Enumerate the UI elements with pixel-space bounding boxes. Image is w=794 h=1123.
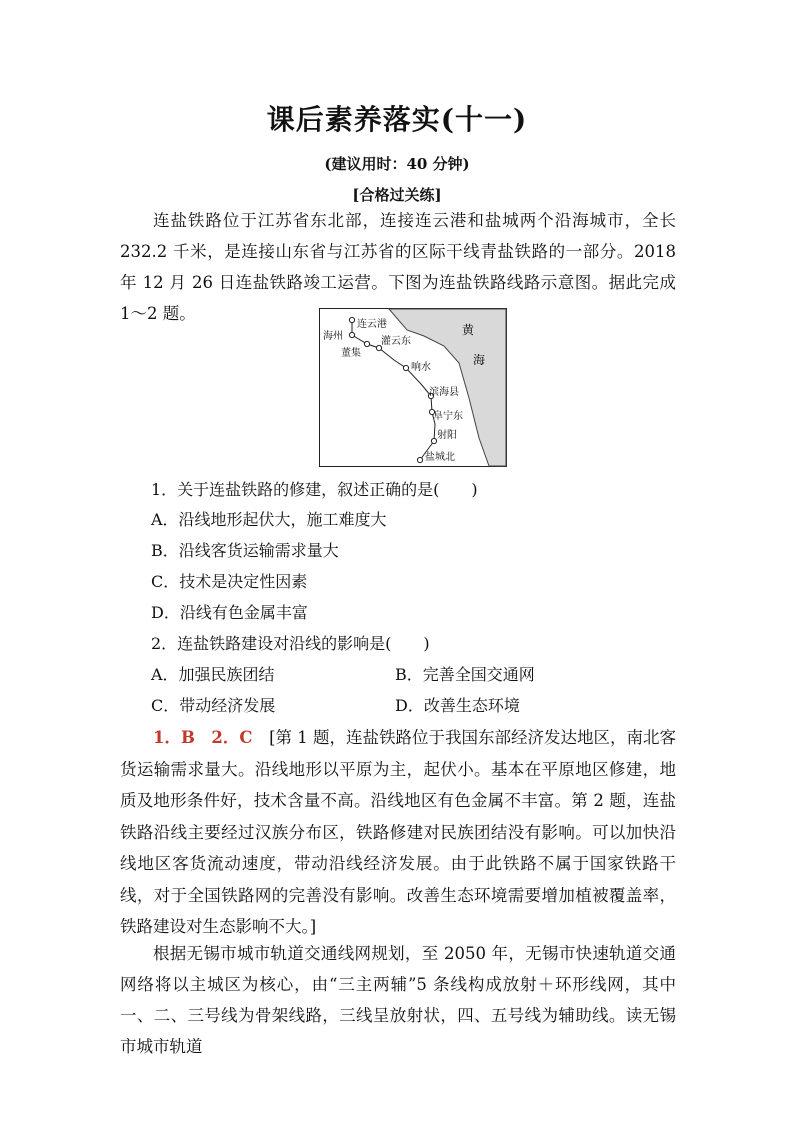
station-label-yanchengbei: 盐城北 [425, 452, 455, 463]
section-heading: [合格过关练] [352, 186, 442, 204]
answer-block [120, 722, 676, 943]
station-dot-dongji [364, 341, 369, 346]
answer-explanation: [第 1 题，连盐铁路位于我国东部经济发达地区，南北客货运输需求量大。沿线地形以平原为主，起伏小。基本在平原地区修建，地质及地形条件好，技术含量不高。沿线地区有色金属不丰富。第 2 题，连盐铁路沿线主要经过汉族分布区，铁路修建对民族团结没有影响。可以加快沿线地区客货流动速度，带动沿线经济发展。由于此铁路不属于国家铁路干线，对于全国铁路网的完善没有影响。改善生态环境需要增加植被覆盖率，铁路建设对生态影响不大。] [120, 728, 676, 936]
station-label-lianyungang: 连云港 [357, 319, 387, 330]
question-1-option-d: D．沿线有色金属丰富 [151, 603, 308, 622]
station-label-haizhou: 海州 [323, 331, 343, 342]
railway-map [319, 308, 507, 467]
sea-label-1: 黄 [462, 323, 475, 337]
question-1-option-b: B．沿线客货运输需求量大 [151, 541, 339, 560]
station-label-funingdong: 阜宁东 [433, 411, 463, 422]
question-1-option-a: A．沿线地形起伏大，施工难度大 [151, 510, 387, 529]
station-dot-haizhou [349, 332, 354, 337]
time-note: (建议用时：40 分钟) [324, 155, 470, 173]
question-2-option-a: A．加强民族团结 [151, 665, 275, 684]
station-dot-sheyang [431, 438, 436, 443]
question-1-option-c: C．技术是决定性因素 [151, 572, 308, 591]
station-label-sheyang: 射阳 [437, 430, 457, 441]
station-label-guanyundong: 灌云东 [381, 336, 411, 347]
station-label-binhaixian: 滨海县 [429, 387, 459, 398]
station-label-xiangshui: 响水 [411, 362, 431, 373]
station-dot-yanchengbei [417, 457, 422, 462]
question-2-stem: 2．连盐铁路建设对沿线的影响是( ) [151, 634, 430, 653]
question-2-option-b: B．完善全国交通网 [395, 665, 535, 684]
question-1-stem: 1．关于连盐铁路的修建，叙述正确的是( ) [151, 480, 478, 499]
station-dot-xiangshui [403, 365, 408, 370]
page-title: 课后素养落实(十一) [266, 103, 528, 136]
station-dot-lianyungang [349, 317, 354, 322]
answer-key: 1．B 2．C [153, 728, 253, 747]
passage-1: 连盐铁路位于江苏省东北部，连接连云港和盐城两个沿海城市，全长 232.2 千米，是连接山东省与江苏省的区际干线青盐铁路的一部分。2018 年 12 月 26 日连盐铁路竣工运营。下图为连盐铁路线路示意图。据此完成 1～2 题。 [120, 211, 676, 323]
passage-2: 根据无锡市城市轨道交通线网规划，至 2050 年，无锡市快速轨道交通网络将以主城区为核心，由“三主两辅”5 条线构成放射＋环形线网，其中一、二、三号线为骨架线路，三线呈放射状，四、五号线为辅助线。读无锡市城市轨道 [120, 944, 676, 1056]
sea-label-2: 海 [473, 353, 486, 367]
question-2-option-d: D．改善生态环境 [395, 696, 520, 715]
station-label-dongji: 董集 [341, 348, 361, 359]
question-2-option-c: C．带动经济发展 [151, 696, 276, 715]
